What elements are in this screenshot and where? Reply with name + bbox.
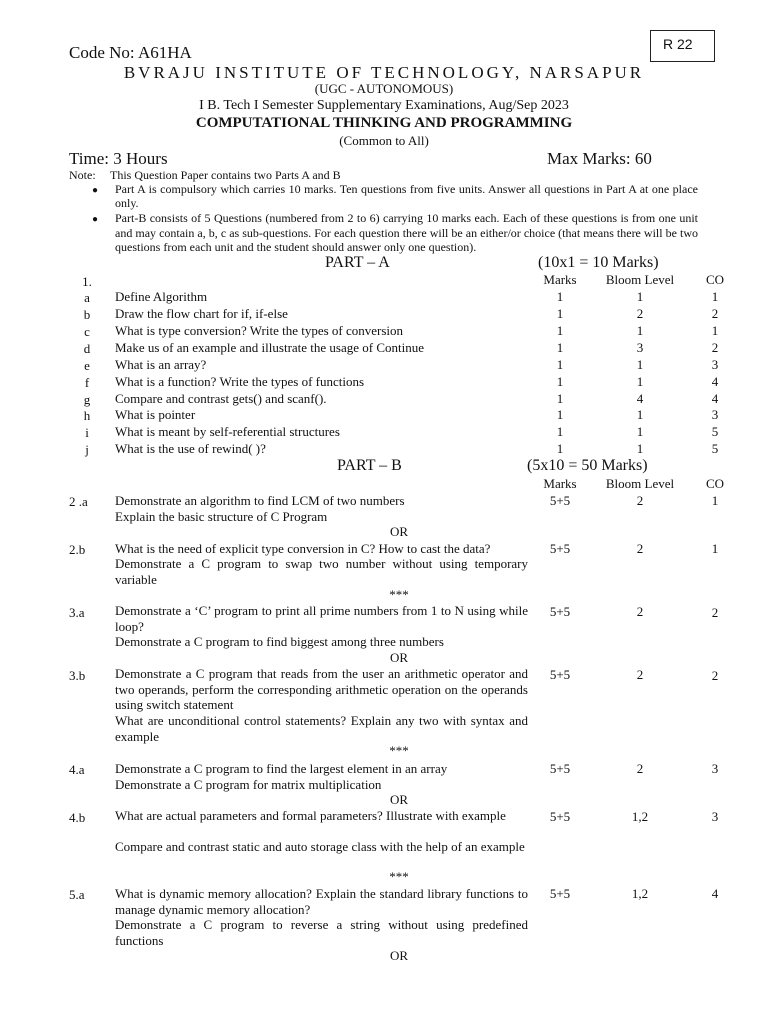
question-line: Demonstrate a ‘C’ program to print all prime numbers from 1 to N using while loop? <box>115 603 528 634</box>
item-text: Make us of an example and illustrate the usage of Continue <box>115 340 425 355</box>
item-text: What is meant by self-referential structures <box>115 424 340 439</box>
question-marks: 5+5 <box>549 541 571 556</box>
or-separator: OR <box>389 948 409 963</box>
question-bloom: 2 <box>636 761 644 776</box>
question-bloom: 1,2 <box>631 809 649 824</box>
item-co: 1 <box>711 323 719 338</box>
item-marks: 1 <box>556 289 564 304</box>
co-header: CO <box>705 272 725 287</box>
stars-separator: *** <box>389 587 409 602</box>
question-co: 3 <box>711 761 719 776</box>
note-text: This Question Paper contains two Parts A and B <box>110 168 341 182</box>
question-marks: 5+5 <box>549 886 571 901</box>
stars-separator: *** <box>389 743 409 758</box>
question-line: Demonstrate a C program to reverse a string without using predefined functions <box>115 917 528 948</box>
item-bloom: 1 <box>636 424 644 439</box>
item-bloom: 2 <box>636 306 644 321</box>
part-b-marks-info: (5x10 = 50 Marks) <box>527 457 648 474</box>
item-marks: 1 <box>556 340 564 355</box>
item-label: b <box>83 307 91 322</box>
question-co: 1 <box>711 541 719 556</box>
question-co: 1 <box>711 493 719 508</box>
item-co: 1 <box>711 289 719 304</box>
stars-separator: *** <box>389 869 409 884</box>
or-separator: OR <box>389 792 409 807</box>
question-marks: 5+5 <box>549 493 571 508</box>
regulation-box: R 22 <box>650 30 715 62</box>
question-marks: 5+5 <box>549 761 571 776</box>
question-line: Explain the basic structure of C Program <box>115 509 328 524</box>
item-text: What is the use of rewind( )? <box>115 441 266 456</box>
item-marks: 1 <box>556 374 564 389</box>
item-label: d <box>83 341 91 356</box>
item-bloom: 1 <box>636 374 644 389</box>
item-bloom: 1 <box>636 407 644 422</box>
item-co: 3 <box>711 357 719 372</box>
item-label: e <box>84 358 90 373</box>
question-marks: 5+5 <box>549 604 571 619</box>
item-marks: 1 <box>556 357 564 372</box>
question-bloom: 1,2 <box>631 886 649 901</box>
bloom-header: Bloom Level <box>605 272 675 287</box>
item-bloom: 1 <box>636 357 644 372</box>
note-bullet-1: Part A is compulsory which carries 10 marks. Ten questions from five units. Answer all questions in Part A at one place only. <box>115 182 698 210</box>
item-marks: 1 <box>556 441 564 456</box>
item-text: What is a function? Write the types of functions <box>115 374 365 389</box>
question-label: 3.a <box>69 605 85 620</box>
part-a-title: PART – A <box>325 254 390 271</box>
item-co: 5 <box>711 424 719 439</box>
item-bloom: 1 <box>636 323 644 338</box>
question-co: 2 <box>711 605 719 620</box>
question-label: 5.a <box>69 887 85 902</box>
question-line: Demonstrate a C program for matrix multiplication <box>115 777 382 792</box>
item-co: 2 <box>711 340 719 355</box>
question-label: 4.b <box>69 810 86 825</box>
part-a-marks-info: (10x1 = 10 Marks) <box>538 254 659 271</box>
item-bloom: 4 <box>636 391 644 406</box>
question-number: 1. <box>82 274 92 289</box>
question-co: 4 <box>711 886 719 901</box>
item-marks: 1 <box>556 306 564 321</box>
item-marks: 1 <box>556 323 564 338</box>
co-header: CO <box>705 476 725 491</box>
question-co: 3 <box>711 809 719 824</box>
item-co: 3 <box>711 407 719 422</box>
part-b-title: PART – B <box>337 457 402 474</box>
code-number: Code No: A61HA <box>69 43 192 62</box>
question-co: 2 <box>711 668 719 683</box>
item-label: a <box>84 290 90 305</box>
item-text: Compare and contrast gets() and scanf(). <box>115 391 327 406</box>
question-line: What is the need of explicit type conversion in C? How to cast the data? <box>115 541 491 556</box>
item-text: What is an array? <box>115 357 207 372</box>
question-label: 2 .a <box>69 494 88 509</box>
item-bloom: 1 <box>636 289 644 304</box>
question-bloom: 2 <box>636 667 644 682</box>
question-label: 3.b <box>69 668 86 683</box>
question-line: Demonstrate a C program to find the largest element in an array <box>115 761 448 776</box>
question-line: Demonstrate a C program that reads from the user an arithmetic operator and two operands, perform the corresponding arithmetic operation on the operands using switch statement <box>115 666 528 712</box>
note-bullet-2: Part-B consists of 5 Questions (numbered from 2 to 6) carrying 10 marks each. Each of these questions is from one unit and may contain a, b, c as sub-questions. For each question there will be an either/or choice (that means there will be two questions from each unit and the student should answer only one question). <box>115 211 698 254</box>
item-text: Draw the flow chart for if, if-else <box>115 306 288 321</box>
marks-header: Marks <box>543 476 577 491</box>
institute-name: BVRAJU INSTITUTE OF TECHNOLOGY, NARSAPUR <box>123 63 645 82</box>
question-marks: 5+5 <box>549 667 571 682</box>
question-line: Demonstrate a C program to find biggest among three numbers <box>115 634 444 649</box>
item-co: 2 <box>711 306 719 321</box>
item-co: 4 <box>711 374 719 389</box>
item-bloom: 3 <box>636 340 644 355</box>
time-label: Time: 3 Hours <box>69 149 168 168</box>
item-text: Define Algorithm <box>115 289 208 304</box>
or-separator: OR <box>389 650 409 665</box>
item-bloom: 1 <box>636 441 644 456</box>
question-line: Compare and contrast static and auto storage class with the help of an example <box>115 839 525 854</box>
question-bloom: 2 <box>636 541 644 556</box>
autonomy-status: (UGC - AUTONOMOUS) <box>314 81 454 96</box>
question-line: What are actual parameters and formal parameters? Illustrate with example <box>115 808 506 823</box>
marks-header: Marks <box>543 272 577 287</box>
item-marks: 1 <box>556 424 564 439</box>
question-line: What is dynamic memory allocation? Explain the standard library functions to manage dynamic memory allocation? <box>115 886 528 917</box>
common-note: (Common to All) <box>339 133 429 148</box>
subject-title: COMPUTATIONAL THINKING AND PROGRAMMING <box>195 115 573 131</box>
item-label: c <box>84 324 90 339</box>
question-line: Demonstrate a C program to swap two number without using temporary variable <box>115 556 528 587</box>
note-label: Note: <box>69 168 96 182</box>
bullet-dot: ● <box>92 214 99 225</box>
item-marks: 1 <box>556 391 564 406</box>
question-label: 4.a <box>69 762 85 777</box>
max-marks-label: Max Marks: 60 <box>547 149 652 168</box>
item-co: 5 <box>711 441 719 456</box>
item-label: i <box>85 425 89 440</box>
item-text: What is type conversion? Write the types of conversion <box>115 323 404 338</box>
or-separator: OR <box>389 524 409 539</box>
question-label: 2.b <box>69 542 86 557</box>
question-bloom: 2 <box>636 493 644 508</box>
question-marks: 5+5 <box>549 809 571 824</box>
question-bloom: 2 <box>636 604 644 619</box>
question-line: What are unconditional control statements? Explain any two with syntax and example <box>115 713 528 744</box>
exam-title: I B. Tech I Semester Supplementary Examinations, Aug/Sep 2023 <box>199 98 569 113</box>
item-label: j <box>85 442 89 457</box>
bloom-header: Bloom Level <box>605 476 675 491</box>
bullet-dot: ● <box>92 185 99 196</box>
question-line: Demonstrate an algorithm to find LCM of two numbers <box>115 493 405 508</box>
item-label: g <box>83 392 91 407</box>
item-text: What is pointer <box>115 407 196 422</box>
item-co: 4 <box>711 391 719 406</box>
item-marks: 1 <box>556 407 564 422</box>
item-label: h <box>83 408 91 423</box>
item-label: f <box>84 375 90 390</box>
